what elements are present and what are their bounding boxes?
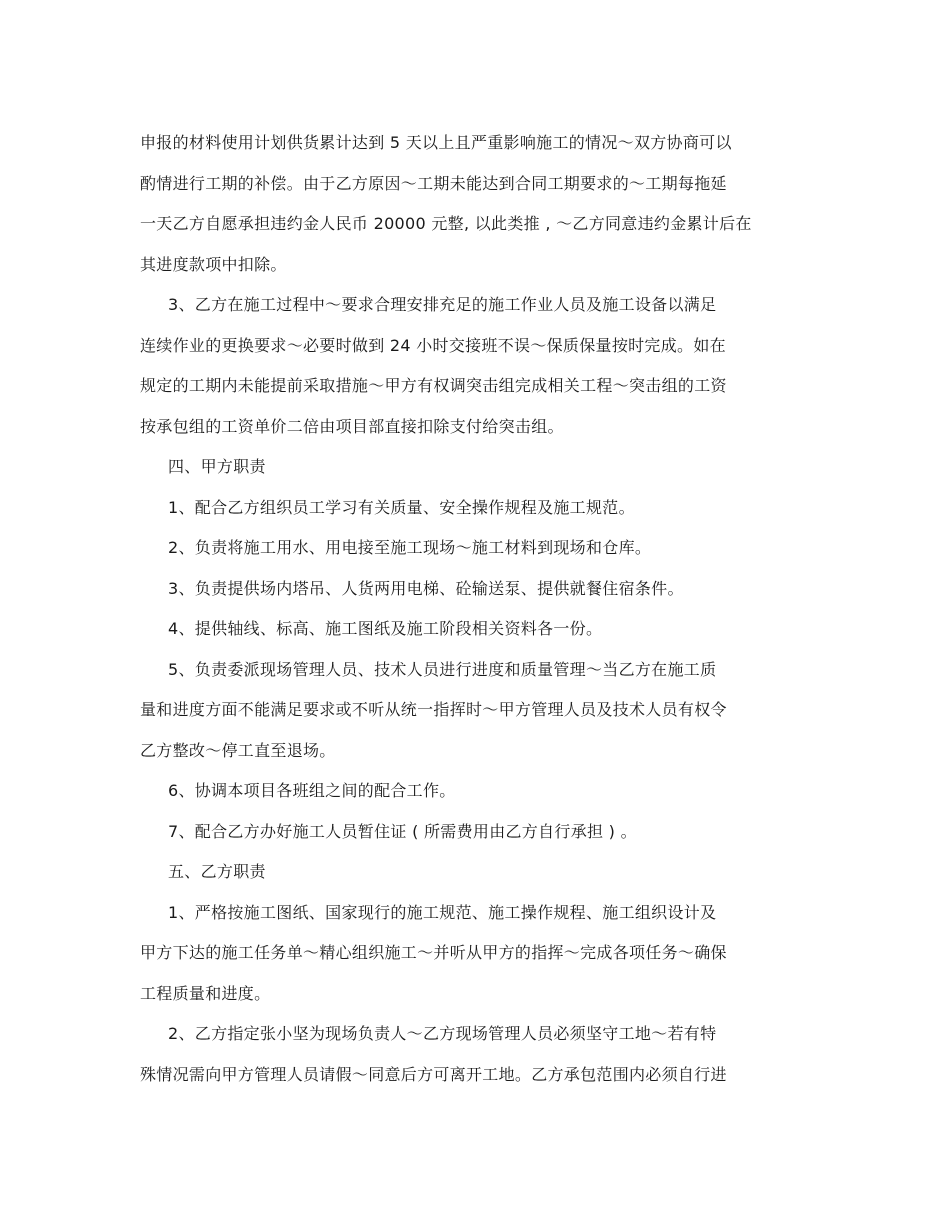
paragraph-line: 规定的工期内未能提前采取措施～甲方有权调突击组完成相关工程～突击组的工资 <box>140 376 727 395</box>
paragraph-line: 工程质量和进度。 <box>140 984 271 1003</box>
paragraph-line: 2、乙方指定张小坚为现场负责人～乙方现场管理人员必须坚守工地～若有特 <box>168 1024 717 1043</box>
section-heading: 四、甲方职责 <box>168 457 266 476</box>
paragraph-line: 甲方下达的施工任务单～精心组织施工～并听从甲方的指挥～完成各项任务～确保 <box>140 943 727 962</box>
section-heading: 五、乙方职责 <box>168 862 266 881</box>
paragraph-line: 2、负责将施工用水、用电接至施工现场～施工材料到现场和仓库。 <box>168 538 652 557</box>
paragraph-line: 按承包组的工资单价二倍由项目部直接扣除支付给突击组。 <box>140 417 564 436</box>
paragraph-line: 乙方整改～停工直至退场。 <box>140 741 336 760</box>
paragraph-line: 量和进度方面不能满足要求或不听从统一指挥时～甲方管理人员及技术人员有权令 <box>140 700 727 719</box>
paragraph-line: 1、严格按施工图纸、国家现行的施工规范、施工操作规程、施工组织设计及 <box>168 903 717 922</box>
paragraph-line: 4、提供轴线、标高、施工图纸及施工阶段相关资料各一份。 <box>168 619 603 638</box>
paragraph-line: 一天乙方自愿承担违约金人民币 20000 元整, 以此类推 , ～乙方同意违约金累计后在 <box>140 214 752 233</box>
paragraph-line: 3、负责提供场内塔吊、人货两用电梯、砼输送泵、提供就餐住宿条件。 <box>168 579 684 598</box>
paragraph-line: 申报的材料使用计划供货累计达到 5 天以上且严重影响施工的情况～双方协商可以 <box>140 133 732 152</box>
paragraph-line: 1、配合乙方组织员工学习有关质量、安全操作规程及施工规范。 <box>168 498 635 517</box>
paragraph-line: 6、协调本项目各班组之间的配合工作。 <box>168 781 456 800</box>
paragraph-line: 5、负责委派现场管理人员、技术人员进行进度和质量管理～当乙方在施工质 <box>168 660 717 679</box>
paragraph-line: 酌情进行工期的补偿。由于乙方原因～工期未能达到合同工期要求的～工期每拖延 <box>140 174 727 193</box>
paragraph-line: 其进度款项中扣除。 <box>140 255 287 274</box>
paragraph-line: 殊情况需向甲方管理人员请假～同意后方可离开工地。乙方承包范围内必须自行进 <box>140 1065 727 1084</box>
paragraph-line: 7、配合乙方办好施工人员暂住证 ( 所需费用由乙方自行承担 ) 。 <box>168 822 637 841</box>
paragraph-line: 3、乙方在施工过程中～要求合理安排充足的施工作业人员及施工设备以满足 <box>168 295 717 314</box>
paragraph-line: 连续作业的更换要求～必要时做到 24 小时交接班不误～保质保量按时完成。如在 <box>140 336 726 355</box>
